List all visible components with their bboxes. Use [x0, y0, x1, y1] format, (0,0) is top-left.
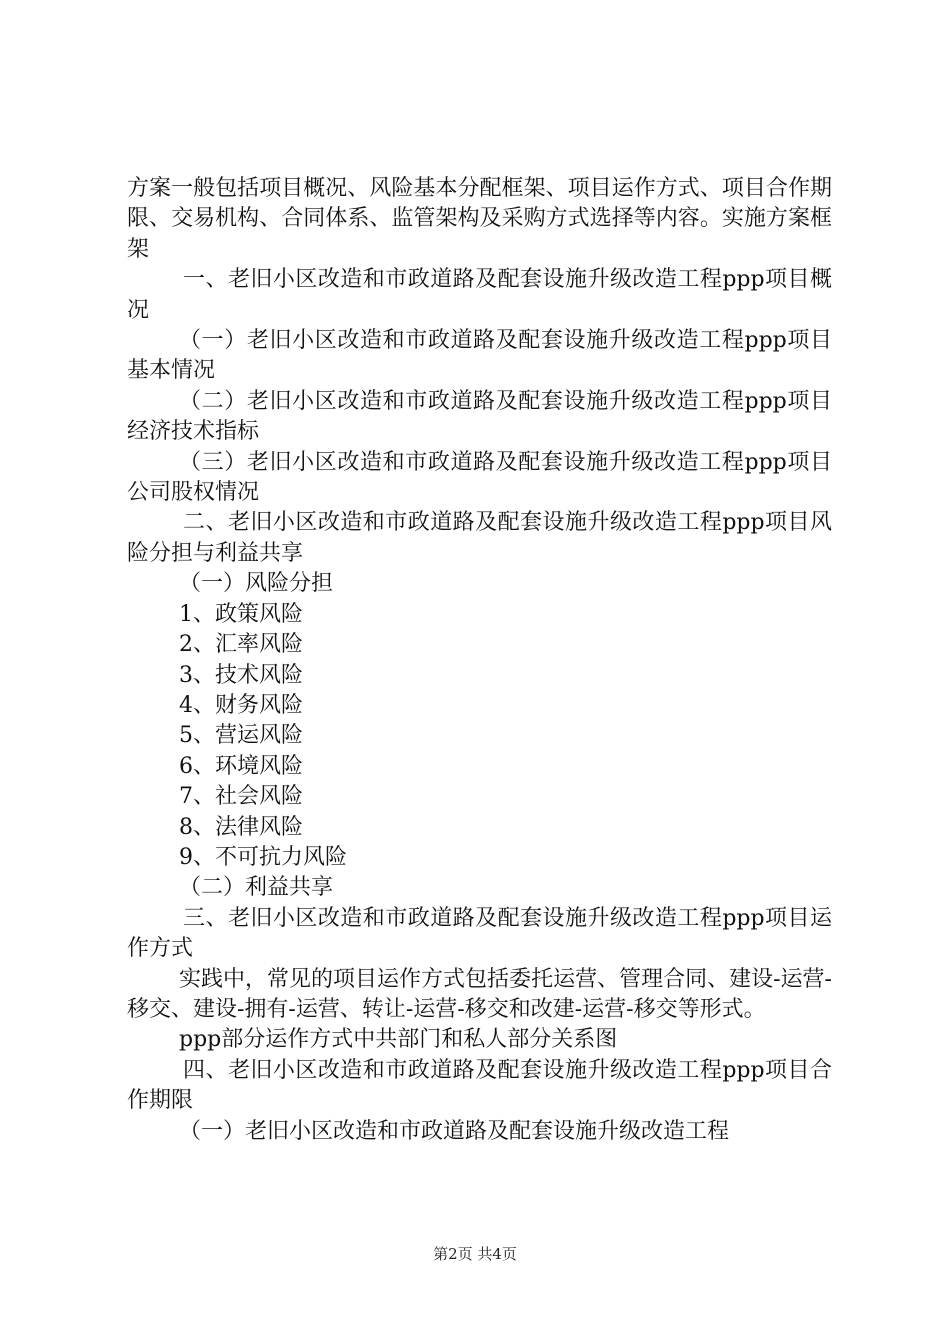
risk-list-item: 9、不可抗力风险 — [179, 844, 347, 870]
intro-paragraph: 方案一般包括项目概况、风险基本分配框架、项目运作方式、项目合作期限、交易机构、合同体系、监管架构及采购方式选择等内容。实施方案框架 — [127, 176, 832, 262]
risk-list-item: 3、技术风险 — [179, 662, 303, 688]
risk-list-item: 4、财务风险 — [179, 692, 303, 718]
risk-list-item: 7、社会风险 — [179, 784, 303, 810]
subsection-4-1: （一）老旧小区改造和市政道路及配套设施升级改造工程 — [179, 1118, 730, 1144]
page-footer — [0, 1244, 950, 1264]
section-heading-3: 三、老旧小区改造和市政道路及配套设施升级改造工程ppp项目运作方式 — [127, 905, 832, 962]
subsection-1-1: （一）老旧小区改造和市政道路及配套设施升级改造工程ppp项目基本情况 — [127, 328, 832, 384]
risk-list-item: 1、政策风险 — [179, 601, 303, 627]
section-heading-2: 二、老旧小区改造和市政道路及配套设施升级改造工程ppp项目风险分担与利益共享 — [127, 510, 832, 566]
subsection-1-2: （二）老旧小区改造和市政道路及配套设施升级改造工程ppp项目经济技术指标 — [127, 388, 832, 445]
section-heading-4: 四、老旧小区改造和市政道路及配套设施升级改造工程ppp项目合作期限 — [127, 1057, 832, 1114]
risk-list-item: 8、法律风险 — [179, 814, 303, 840]
body-paragraph: 实践中，常见的项目运作方式包括委托运营、管理合同、建设-运营-移交、建设-拥有-运营、转让-运营-移交和改建-运营-移交等形式。 — [127, 966, 832, 1022]
document-body — [127, 174, 832, 1147]
page-number-label: 第2页 共4页 — [433, 1245, 517, 1263]
subsection-2-2: （二）利益共享 — [179, 875, 334, 901]
risk-list-item: 2、汇率风险 — [179, 632, 303, 658]
section-heading-1: 一、老旧小区改造和市政道路及配套设施升级改造工程ppp项目概况 — [127, 267, 832, 323]
figure-caption: ppp部分运作方式中共部门和私人部分关系图 — [179, 1027, 618, 1053]
subsection-2-1: （一）风险分担 — [179, 571, 334, 597]
risk-list-item: 5、营运风险 — [179, 723, 303, 749]
subsection-1-3: （三）老旧小区改造和市政道路及配套设施升级改造工程ppp项目公司股权情况 — [127, 449, 832, 506]
risk-list-item: 6、环境风险 — [179, 753, 303, 779]
